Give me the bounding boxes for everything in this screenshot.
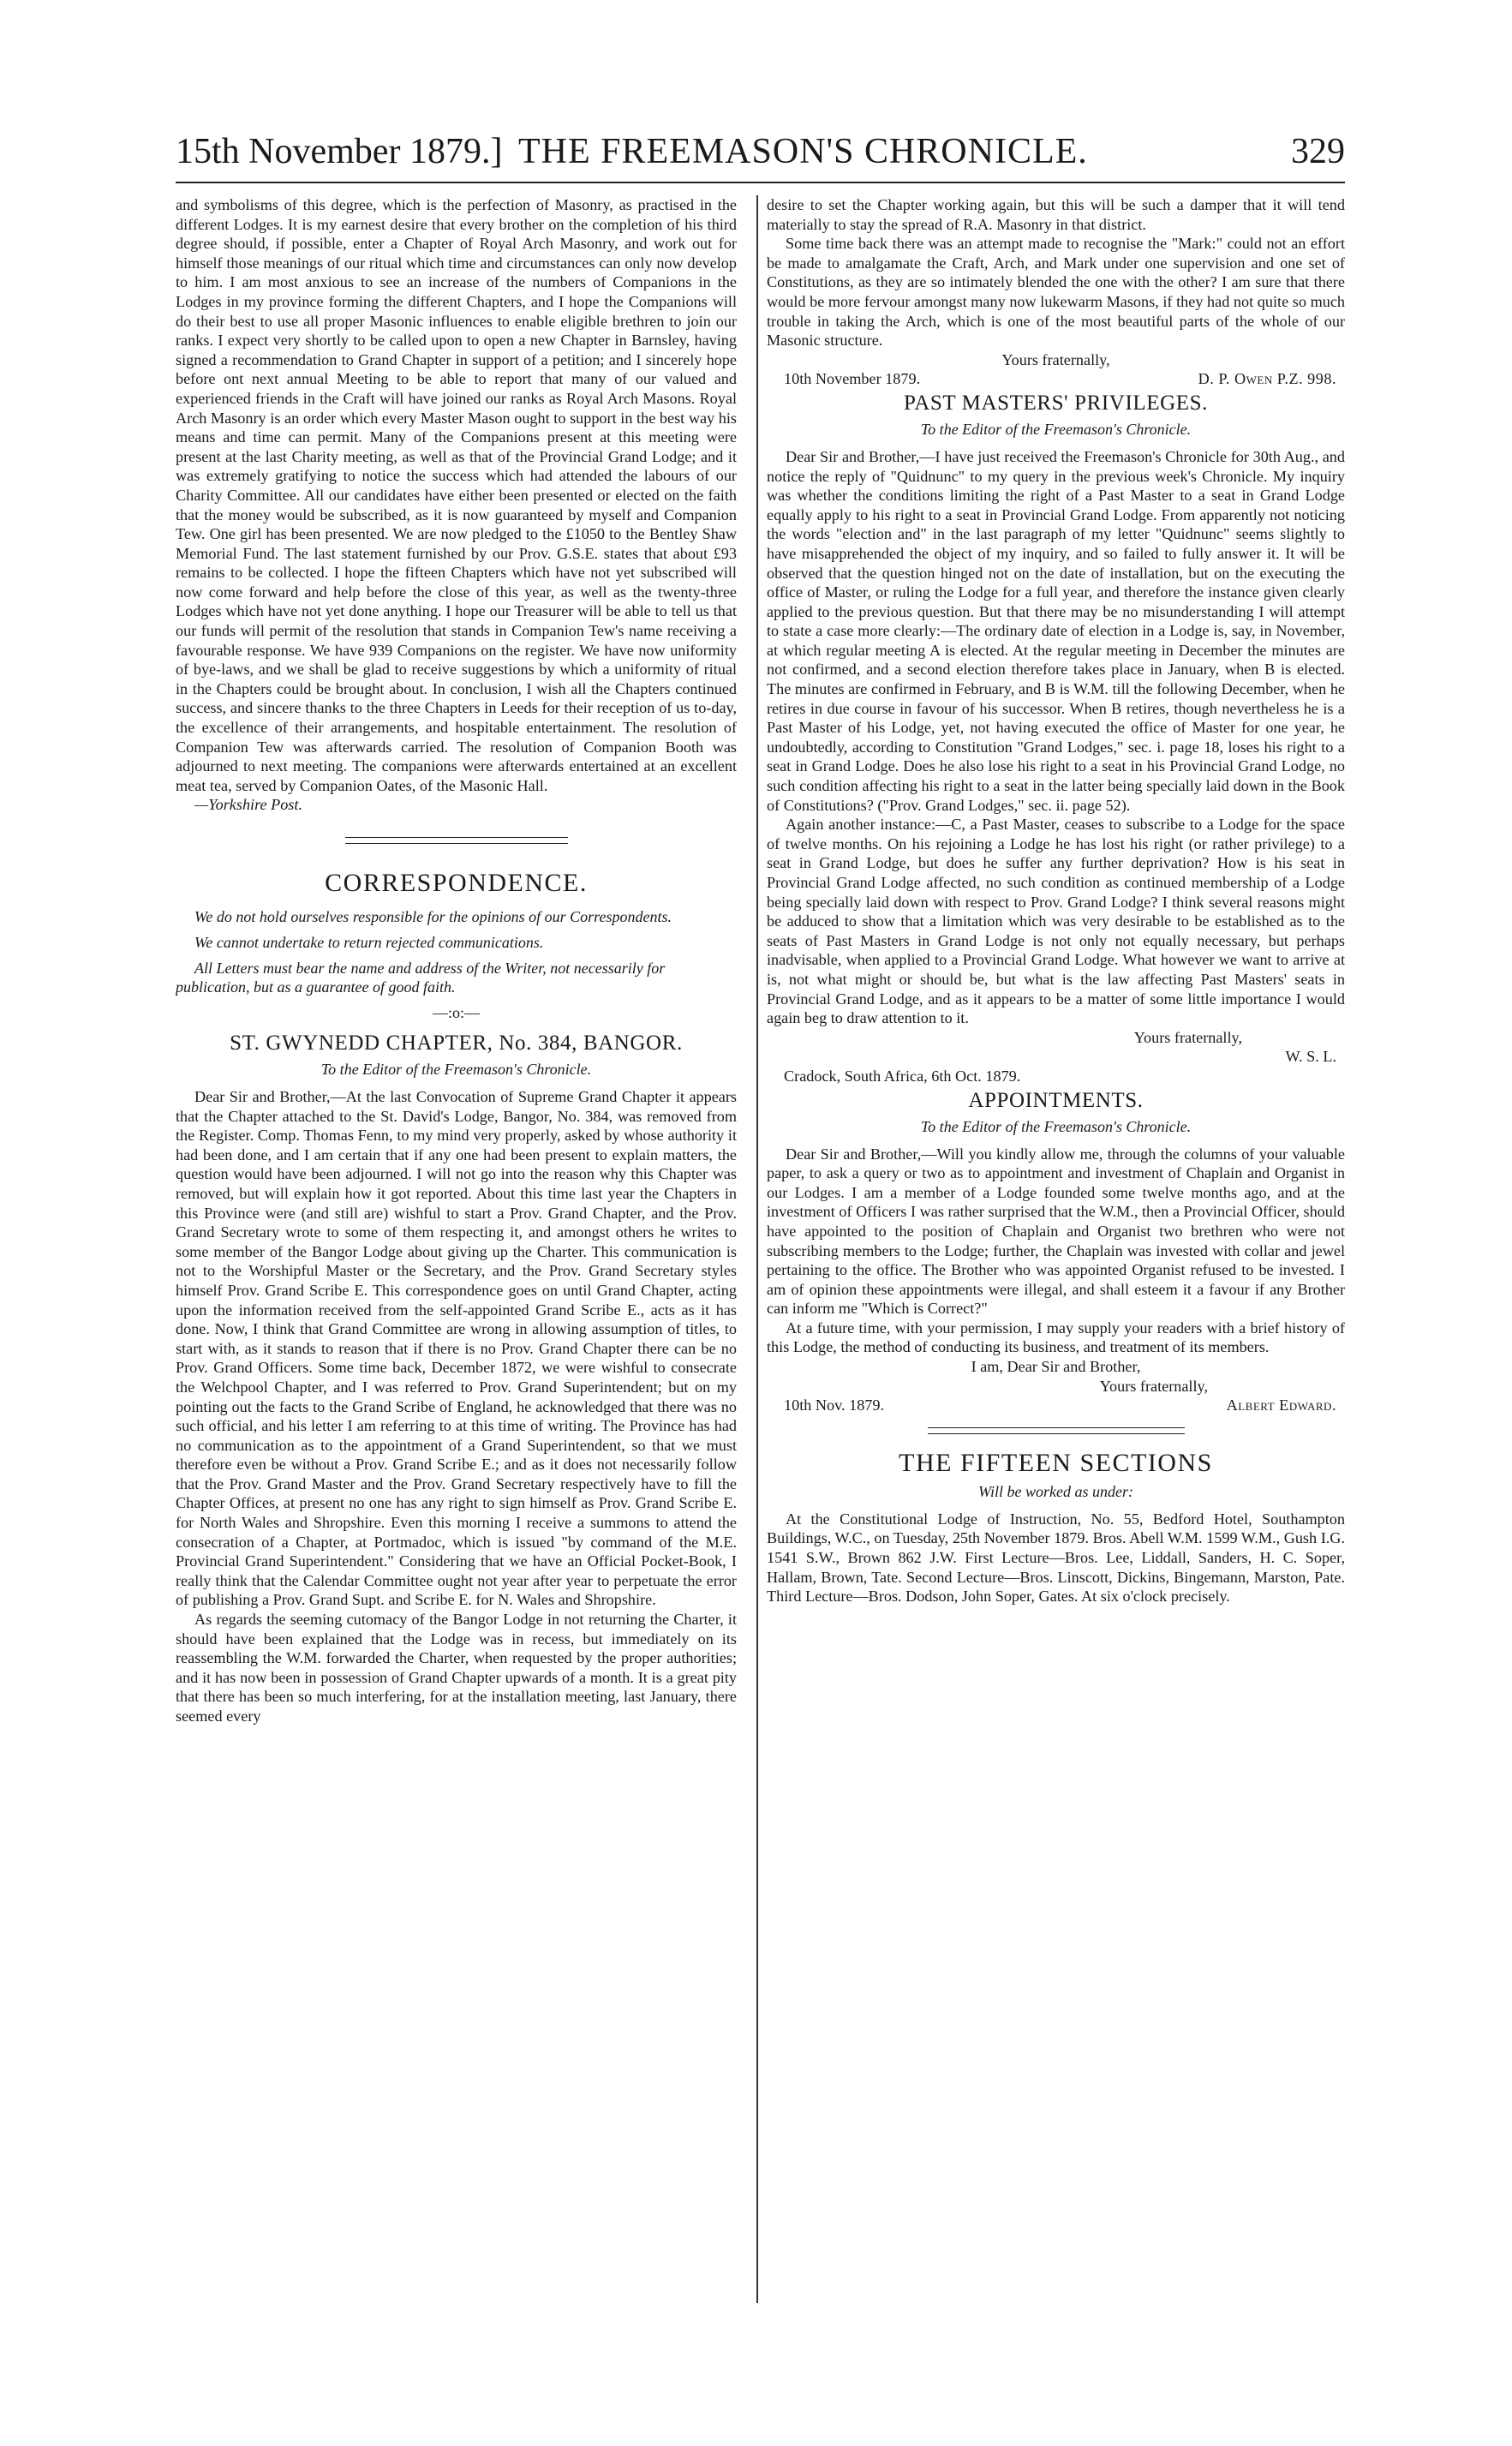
letter-paragraph: At a future time, with your permission, I may supply your readers with a brief history of this Lodge, the method of conducting its business, and treatment of its members.: [767, 1319, 1345, 1356]
sections-title: THE FIFTEEN SECTIONS: [899, 1448, 1213, 1477]
letter-title: ST. GWYNEDD CHAPTER, No. 384, BANGOR.: [230, 1032, 683, 1055]
letter-salutation: I am, Dear Sir and Brother,: [971, 1358, 1141, 1376]
letter-paragraph: As regards the seeming cutomacy of the Bangor Lodge in not returning the Charter, it should have been explained that the Lodge was in recess, but immediately on its reassembling the W.M. forwarded the Charter, when requested by the proper authorities; and it has now been in possession of Grand Chapter upwards of a month. It is a great pity that there has been so much interfering, for at the installation meeting, last January, there seemed every: [176, 1611, 737, 1725]
page-number: 329: [1291, 132, 1345, 171]
letter-addressee: To the Editor of the Freemason's Chronicle.: [320, 1061, 592, 1078]
letter-paragraph: Dear Sir and Brother,—At the last Convocation of Supreme Grand Chapter it appears that the Chapter attached to the St. David's Lodge, Bangor, No. 384, was removed from the Register. Comp. Thomas Fenn, to my mind very properly, asked by whose authority it had been done, and I am certain that if any one had been present to explain matters, the question would have been adjourned. I will not go into the reason why this Chapter was removed, but will explain how it got reported. About this time last year the Chapters in this Province were (and still are) wishful to start a Prov. Grand Chapter, and the Prov. Grand Secretary wrote to some of them respecting it, and amongst others he writes to some member of the Bangor Lodge about giving up the Charter. This communication is not to the Worshipful Master or the Secretary, and the Prov. Grand Secretary styles himself Prov. Grand Scribe E. This correspondence goes on until Grand Chapter, acting upon the information received from the self-appointed Grand Scribe E., acts as it has done. Now, I think that Grand Committee are wrong in allowing assumption of titles, to start with, as it stands to reason that if there is no Prov. Grand Chapter there can be no Prov. Grand Officers. Some time back, December 1872, we were wishful to consecrate the Welchpool Chapter, and I was referred to Prov. Grand Superintendent; but on my pointing out the facts to the Grand Scribe of England, he acknowledged that there was no such official, and his letter I am referring to at this time of writing. The Province has had no communication as to the appointment of a Grand Superintendent, so that we must therefore even be without a Prov. Grand Scribe E.; and as it does not necessarily follow that the Prov. Grand Master and the Prov. Grand Secretary respectively have to fill the Chapter Offices, at present no one has any right to sign himself as Prov. Grand Scribe E. for North Wales and Shropshire. Even this morning I receive a summons to attend the consecration of a Chapter, at Portmadoc, which is issued "by command of the M.E. Provincial Grand Superintendent." Considering that we have an Official Pocket-Book, I really think that the Calendar Committee ought not year after year to perpetuate the error of publishing a Prov. Grand Supt. and Scribe E. for N. Wales and Shropshire.: [176, 1088, 737, 1609]
letter-paragraph: Again another instance:—C, a Past Master, ceases to subscribe to a Lodge for the space of twelve months. On his rejoining a Lodge he has lost his right (or rather privilege) to a seat in Grand Lodge, but does he suffer any further deprivation? How is his seat in Provincial Grand Lodge affected, no such condition as continued membership of a Lodge being specially laid down with respect to Prov. Grand Lodge? I think several reasons might be adduced to show that a limitation which was very desirable to be established as to the seats of Past Masters in Grand Lodge is not only not equally necessary, but perhaps inadvisable, when applied to a Provincial Grand Lodge. What however we want to arrive at is, not what might or should be, but what is the law affecting Past Masters' seats in Provincial Grand Lodge, and as it appears to be a matter of some little importance I would again beg to draw attention to it.: [767, 816, 1345, 1027]
letter-title: APPOINTMENTS.: [968, 1088, 1144, 1112]
letter-closing: Yours fraternally,: [1099, 1377, 1208, 1395]
letter-signoff: [767, 1396, 1345, 1415]
correspondence-heading: CORRESPONDENCE.: [325, 869, 588, 897]
letter-paragraph: Some time back there was an attempt made to recognise the "Mark:" could not an effort be made to amalgamate the Craft, Arch, and Mark under one supervision and one set of Constitutions, as they are so intimately blended the one with the other? I am sure that there would be more fervour amongst many now lukewarm Masons, if they had not quite so much trouble in taking the Arch, which is one of the most beautiful parts of the whole of our Masonic structure.: [767, 235, 1345, 350]
header-date: 15th November 1879.]: [176, 132, 503, 171]
letter-signoff: [767, 369, 1345, 389]
letter-title: PAST MASTERS' PRIVILEGES.: [903, 391, 1208, 415]
masthead: [176, 127, 1345, 176]
editorial-note: All Letters must bear the name and address of the Writer, not necessarily for publication, but as a guarantee of good faith.: [176, 960, 666, 996]
letter-closing: Yours fraternally,: [1133, 1028, 1242, 1046]
letter-signature: D. P. Owen P.Z. 998.: [1198, 370, 1336, 388]
letter-date: 10th November 1879.: [784, 370, 921, 388]
right-column: [767, 195, 1345, 2317]
section-divider: [928, 1427, 1185, 1434]
letter-paragraph: Dear Sir and Brother,—Will you kindly allow me, through the columns of your valuable paper, to ask a query or two as to appointment and investment of Chaplain and Organist in our Lodges. I am a member of a Lodge founded some twelve months ago, and at the investment of Officers I was rather surprised that the W.M., then a Provincial Officer, should have appointed to the position of Chaplain and Organist two brethren who were not subscribing members to the Lodge; further, the Chaplain was invested with collar and jewel pertaining to the office. The Brother who was appointed Organist refused to be invested. I am of opinion these appointments were illegal, and shall esteem it a favour if any Brother can inform me "Which is Correct?": [767, 1145, 1345, 1318]
letter-date: 10th Nov. 1879.: [784, 1396, 885, 1414]
letter-addressee: To the Editor of the Freemason's Chronicle.: [920, 420, 1192, 438]
article-paragraph: and symbolisms of this degree, which is the perfection of Masonry, as practised in the different Lodges. It is my earnest desire that every brother on the completion of his third degree should, if possible, enter a Chapter of Royal Arch Masonry, and work out for himself those meanings of our ritual which time and circumstances can only now develop to him. I am most anxious to see an increase of the numbers of Companions in the Lodges in my province forming the different Chapters, and I hope the Companions will do their best to use all proper Masonic influences to enable eligible brethren to join our ranks. I expect very shortly to be called upon to open a new Chapter in Barnsley, having signed a recommendation to Grand Chapter in support of a petition; and I sincerely hope before ont next annual Meeting to be able to report that many of our valued and experienced friends in the Craft will have joined our ranks as Royal Arch Masons. Royal Arch Masonry is an order which every Master Mason ought to support in the best way his means and time can permit. Many of the Companions present at this meeting were present at the last Charity meeting, as well as that of the Provincial Grand Lodge; and it was extremely gratifying to notice the success which had attended the labours of our Charity Committee. All our candidates have either been presented or elected on the faith that the money would be subscribed, as it is now guaranteed by myself and Companion Tew. One girl has been presented. We are now pledged to the £1050 to the Bentley Shaw Memorial Fund. The last statement furnished by our Prov. G.S.E. states that about £93 remains to be collected. I hope the fifteen Chapters which have not yet subscribed will now come forward and help before the close of this year, as well as the twenty-three Lodges which have not yet done anything. I hope our Treasurer will be able to tell us that our funds will permit of the resolution that stands in Companion Tew's name receiving a favourable response. We have 939 Companions on the register. We have now uniformity of bye-laws, and we shall be glad to receive suggestions by which a uniformity of ritual in the Chapters could be brought about. In conclusion, I wish all the Chapters continued success, and sincere thanks to the three Chapters in Leeds for their reception of us to-day, the excellence of their arrangements, and hospitable entertainment. The resolution of Companion Tew was afterwards carried. The resolution of Companion Booth was adjourned to next meeting. The companions were afterwards entertained at an excellent meat tea, served by Companion Oates, of the Masonic Hall.: [176, 196, 737, 794]
letter-place-date: Cradock, South Africa, 6th Oct. 1879.: [784, 1067, 1021, 1085]
letter-signature: Albert Edward.: [1226, 1396, 1336, 1414]
sections-paragraph: At the Constitutional Lodge of Instruction, No. 55, Bedford Hotel, Southampton Buildings, W.C., on Tuesday, 25th November 1879. Bros. Abell W.M. 1599 W.M., Gush I.G. 1541 S.W., Brown 862 J.W. First Lecture—Bros. Lee, Liddall, Sanders, H. C. Soper, Hallam, Brown, Tate. Second Lecture—Bros. Linscott, Dickins, Bingemann, Marston, Pate. Third Lecture—Bros. Dodson, John Soper, Gates. At six o'clock precisely.: [767, 1510, 1345, 1606]
header-rule: [176, 182, 1345, 183]
sections-subtitle: Will be worked as under:: [978, 1482, 1133, 1500]
column-divider: [756, 195, 758, 2303]
editorial-note: We cannot undertake to return rejected communications.: [194, 934, 544, 951]
article-source: —Yorkshire Post.: [194, 796, 302, 814]
letter-addressee: To the Editor of the Freemason's Chronicle.: [920, 1117, 1192, 1135]
letter-signature: W. S. L.: [1285, 1048, 1336, 1066]
letter-paragraph: desire to set the Chapter working again, but this will be such a damper that it will tend materially to stay the spread of R.A. Masonry in that district.: [767, 196, 1345, 233]
letter-paragraph: Dear Sir and Brother,—I have just received the Freemason's Chronicle for 30th Aug., and notice the reply of "Quidnunc" to my query in the previous week's Chronicle. My inquiry was whether the conditions limiting the right of a Past Master to a seat in Grand Lodge equally apply to his right to a seat in Provincial Grand Lodge. From apparently not noticing the words "election and" in the last paragraph of my letter "Quidnunc" seems slightly to have misapprehended the object of my inquiry, and so failed to fully answer it. It will be observed that the question hinged not on the date of installation, but on the executing the office of Master, or ruling the Lodge for a full year, and therefore the instance given clearly applied to the previous question. But that there may be no misunderstanding I will attempt to state a case more clearly:—The ordinary date of election in a Lodge is, say, in November, at which regular meeting A is elected. At the regular meeting in December the minutes are not confirmed, and a second election therefore takes place in January, when B is elected. The minutes are confirmed in February, and B is W.M. till the following December, when he retires in due course in favour of his successor. When B retires, though nevertheless he is a Past Master of his Lodge, yet, not having executed the office of Master for one year, he undoubtedly, according to Constitution "Grand Lodges," sec. i. page 18, loses his right to a seat in Grand Lodge. Does he also lose his right to a seat in his Provincial Grand Lodge, no such condition affecting his right to a seat in the latter being specially laid down in the Book of Constitutions? ("Prov. Grand Lodges," sec. ii. page 52).: [767, 447, 1345, 814]
header-title: THE FREEMASON'S CHRONICLE.: [518, 132, 1088, 171]
left-column: [176, 195, 737, 2317]
section-divider: [345, 837, 568, 844]
editorial-note: We do not hold ourselves responsible for the opinions of our Correspondents.: [194, 908, 672, 925]
letter-closing: Yours fraternally,: [1001, 350, 1110, 368]
separator: —:o:—: [432, 1004, 480, 1021]
